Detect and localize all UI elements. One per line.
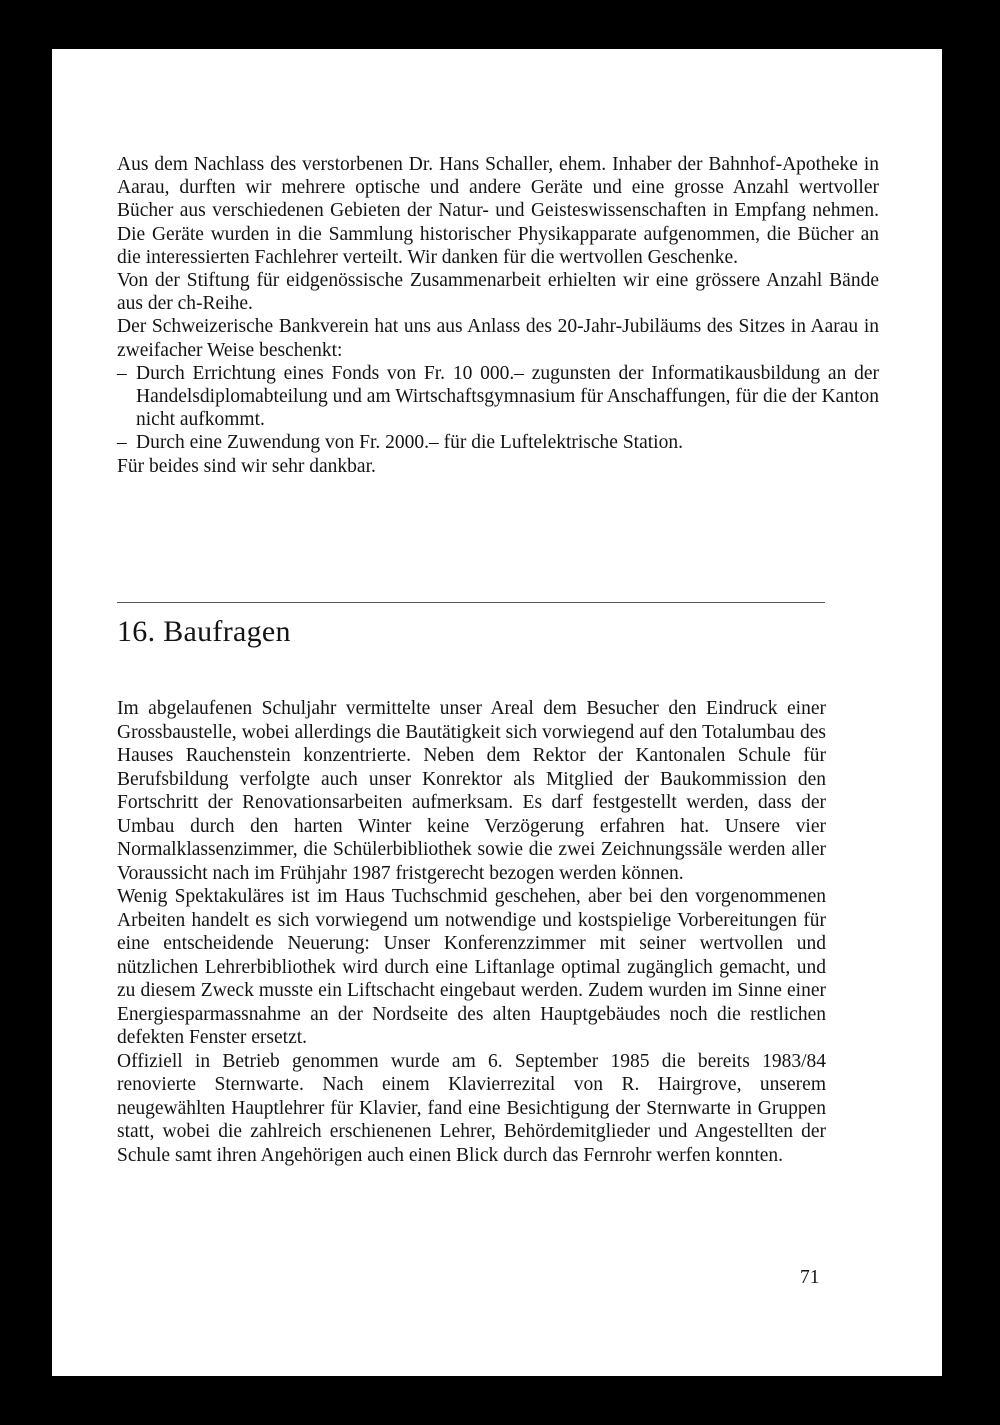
page	[52, 49, 942, 1376]
bullet-dash: –	[117, 432, 127, 454]
list-item-text: Durch eine Zuwendung von Fr. 2000.– für die Luftelektrische Station.	[136, 432, 683, 454]
intro-paragraph-foundation: Von der Stiftung für eidgenössische Zusammenarbeit erhielten wir eine grössere Anzahl Bände aus der ch-Reihe.	[117, 270, 879, 315]
section-paragraph-construction: Im abgelaufenen Schuljahr vermittelte unser Areal dem Besucher den Eindruck einer Grossbaustelle, wobei allerdings die Bautätigkeit sich vorwiegend auf den Totalumbau des Hauses Rauchenstein konzentrierte. Neben dem Rektor der Kantonalen Schule für Berufsbildung verfolgte auch unser Konrektor als Mitglied der Baukommission den Fortschritt der Renovationsarbeiten aufmerksam. Es darf festgestellt werden, dass der Umbau durch den harten Winter keine Verzögerung erfahren hat. Unsere vier Normalklassenzimmer, die Schülerbibliothek sowie die zwei Zeichnungssäle werden aller Voraussicht nach im Frühjahr 1987 fristgerecht bezogen werden können.	[117, 698, 826, 884]
section-heading: 16. Baufragen	[117, 615, 291, 648]
intro-text-block	[117, 153, 879, 478]
list-item	[117, 431, 879, 454]
section-paragraph-observatory: Offiziell in Betrieb genommen wurde am 6. September 1985 die bereits 1983/84 renovierte Sternwarte. Nach einem Klavierrezital von R. Hairgrove, unserem neugewählten Hauptlehrer für Klavier, fand eine Besichtigung der Sternwarte in Gruppen statt, wobei die zahlreich erschienenen Lehrer, Behördemitglieder und Angestellten der Schule samt ihren Angehörigen auch einen Blick durch das Fernrohr werfen konnten.	[117, 1050, 826, 1166]
list-item	[117, 362, 879, 432]
intro-paragraph-thanks: Für beides sind wir sehr dankbar.	[117, 455, 376, 477]
section-divider	[117, 602, 825, 603]
section-text-block	[117, 697, 826, 1167]
bullet-dash: –	[117, 362, 127, 384]
intro-paragraph-bequest: Aus dem Nachlass des verstorbenen Dr. Hans Schaller, ehem. Inhaber der Bahnhof-Apotheke in Aarau, durften wir mehrere optische und andere Geräte und eine grosse Anzahl wertvoller Bücher aus verschiedenen Gebieten der Natur- und Geisteswissenschaften in Empfang nehmen. Die Geräte wurden in die Sammlung historischer Physikapparate aufgenommen, die Bücher an die interessierten Fachlehrer verteilt. Wir danken für die wertvollen Geschenke.	[117, 154, 879, 268]
page-number: 71	[800, 1267, 820, 1288]
list-item-text: Durch Errichtung eines Fonds von Fr. 10 000.– zugunsten der Informatikausbildung an der Handelsdiplomabteilung und am Wirtschaftsgymnasium für Anschaffungen, für die der Kanton nicht aufkommt.	[136, 362, 879, 431]
section-paragraph-tuchschmid: Wenig Spektakuläres ist im Haus Tuchschmid geschehen, aber bei den vorgenommenen Arbeiten handelt es sich vorwiegend um notwendige und kostspielige Vorbereitungen für eine entscheidende Neuerung: Unser Konferenzzimmer mit seiner wertvollen und nützlichen Lehrerbibliothek wird durch eine Liftanlage optimal zugänglich gemacht, und zu diesem Zweck musste ein Liftschacht eingebaut werden. Zudem wurden im Sinne einer Energiesparmassnahme an der Nordseite des alten Hauptgebäudes noch die restlichen defekten Fenster ersetzt.	[117, 886, 826, 1048]
intro-paragraph-bankverein: Der Schweizerische Bankverein hat uns aus Anlass des 20-Jahr-Jubiläums des Sitzes in Aarau in zweifacher Weise beschenkt:	[117, 316, 879, 361]
